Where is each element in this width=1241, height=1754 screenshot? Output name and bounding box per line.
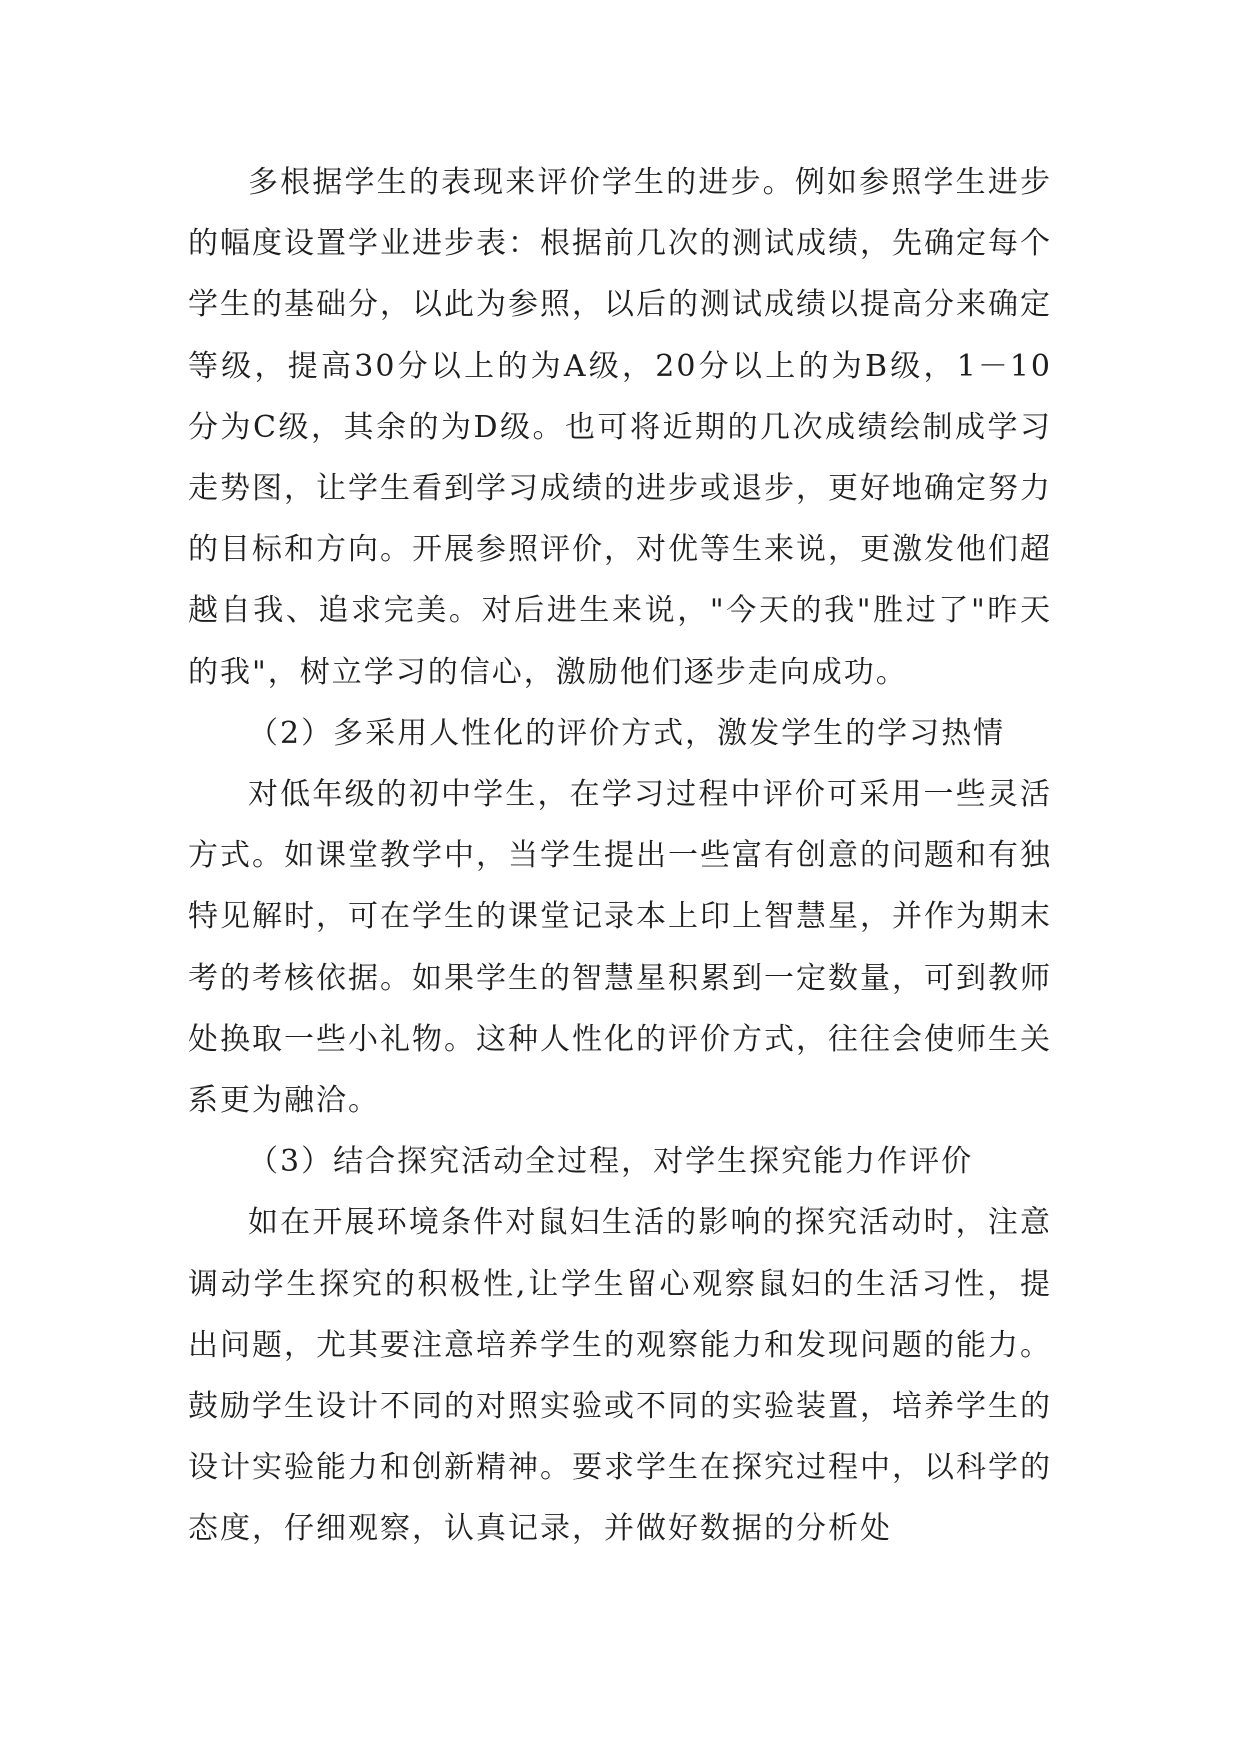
document-body: [188, 152, 1052, 1560]
section-heading-inquiry-evaluation: （3）结合探究活动全过程，对学生探究能力作评价: [248, 1144, 974, 1180]
paragraph-flexible-evaluation: 对低年级的初中学生，在学习过程中评价可采用一些灵活方式。如课堂教学中，当学生提出一些富有创意的问题和有独特见解时，可在学生的课堂记录本上印上智慧星，并作为期末考的考核依据。如果学生的智慧星积累到一定数量，可到教师处换取一些小礼物。这种人性化的评价方式，往往会使师生关系更为融洽。: [188, 777, 1052, 1119]
paragraph-progress-evaluation: 多根据学生的表现来评价学生的进步。例如参照学生进步的幅度设置学业进步表：根据前几次的测试成绩，先确定每个学生的基础分，以此为参照，以后的测试成绩以提高分来确定等级，提高30分以上的为A级，20分以上的为B级，1－10分为C级，其余的为D级。也可将近期的几次成绩绘制成学习走势图，让学生看到学习成绩的进步或退步，更好地确定努力的目标和方向。开展参照评价，对优等生来说，更激发他们超越自我、追求完美。对后进生来说，"今天的我"胜过了"昨天的我"，树立学习的信心，激励他们逐步走向成功。: [188, 165, 1052, 690]
paragraph-inquiry-activity: 如在开展环境条件对鼠妇生活的影响的探究活动时，注意调动学生探究的积极性,让学生留心观察鼠妇的生活习性，提出问题，尤其要注意培养学生的观察能力和发现问题的能力。鼓励学生设计不同的对照实验或不同的实验装置，培养学生的设计实验能力和创新精神。要求学生在探究过程中，以科学的态度，仔细观察，认真记录，并做好数据的分析处: [188, 1205, 1052, 1547]
section-heading-humanized-evaluation: （2）多采用人性化的评价方式，激发学生的学习热情: [248, 715, 1006, 751]
